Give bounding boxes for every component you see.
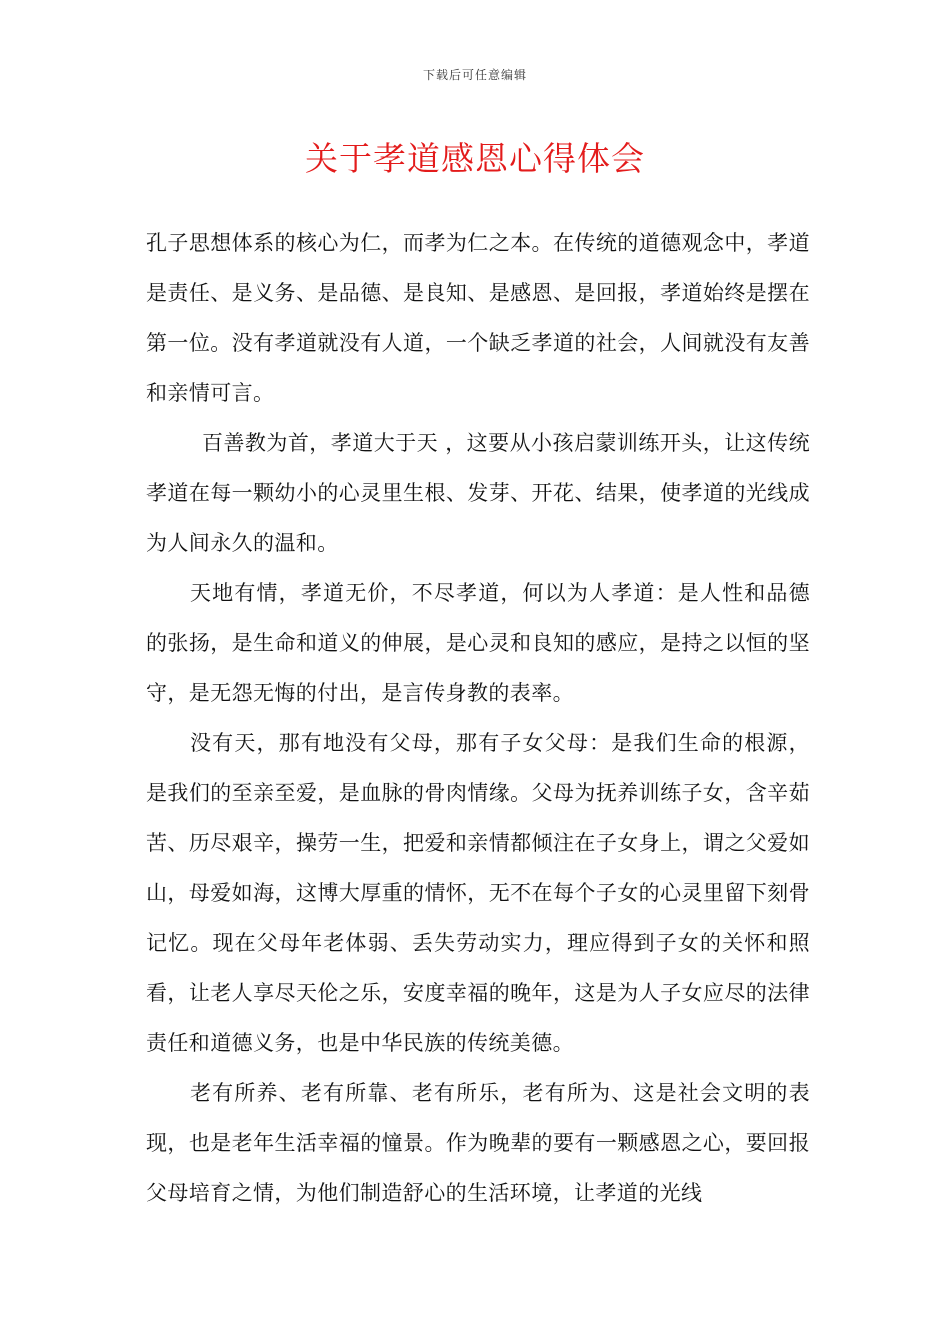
paragraph-5: 老有所养、老有所靠、老有所乐，老有所为、这是社会文明的表现，也是老年生活幸福的憧景。作为晚辈的要有一颗感恩之心，要回报父母培育之情，为他们制造舒心的生活环境，让孝道的光线 (146, 1081, 810, 1205)
paragraph-4: 没有天，那有地没有父母，那有子女父母：是我们生命的根源，是我们的至亲至爱，是血脉的骨肉情缘。父母为抚养训练子女，含辛茹苦、历尽艰辛，操劳一生，把爱和亲情都倾注在子女身上，谓之父爱如山，母爱如海，这博大厚重的情怀，无不在每个子女的心灵里留下刻骨记忆。现在父母年老体弱、丢失劳动实力，理应得到子女的关怀和照看，让老人享尽天伦之乐，安度幸福的晚年，这是为人子女应尽的法律责任和道德义务，也是中华民族的传统美德。 (146, 731, 810, 1055)
paragraph-1: 孔子思想体系的核心为仁，而孝为仁之本。在传统的道德观念中，孝道是责任、是义务、是品德、是良知、是感恩、是回报，孝道始终是摆在第一位。没有孝道就没有人道，一个缺乏孝道的社会，人间就没有友善和亲情可言。 (146, 231, 810, 405)
paragraph-3: 天地有情，孝道无价，不尽孝道，何以为人孝道：是人性和品德的张扬，是生命和道义的伸展，是心灵和良知的感应，是持之以恒的坚守，是无怨无悔的付出，是言传身教的表率。 (146, 581, 810, 705)
document-title: 关于孝道感恩心得体会 (305, 139, 645, 178)
download-note: 下载后可任意编辑 (422, 68, 527, 82)
document-body (146, 218, 810, 1218)
paragraph-2: 百善教为首，孝道大于天 ，这要从小孩启蒙训练开头，让这传统孝道在每一颗幼小的心灵里生根、发芽、开花、结果，使孝道的光线成为人间永久的温和。 (146, 431, 810, 555)
